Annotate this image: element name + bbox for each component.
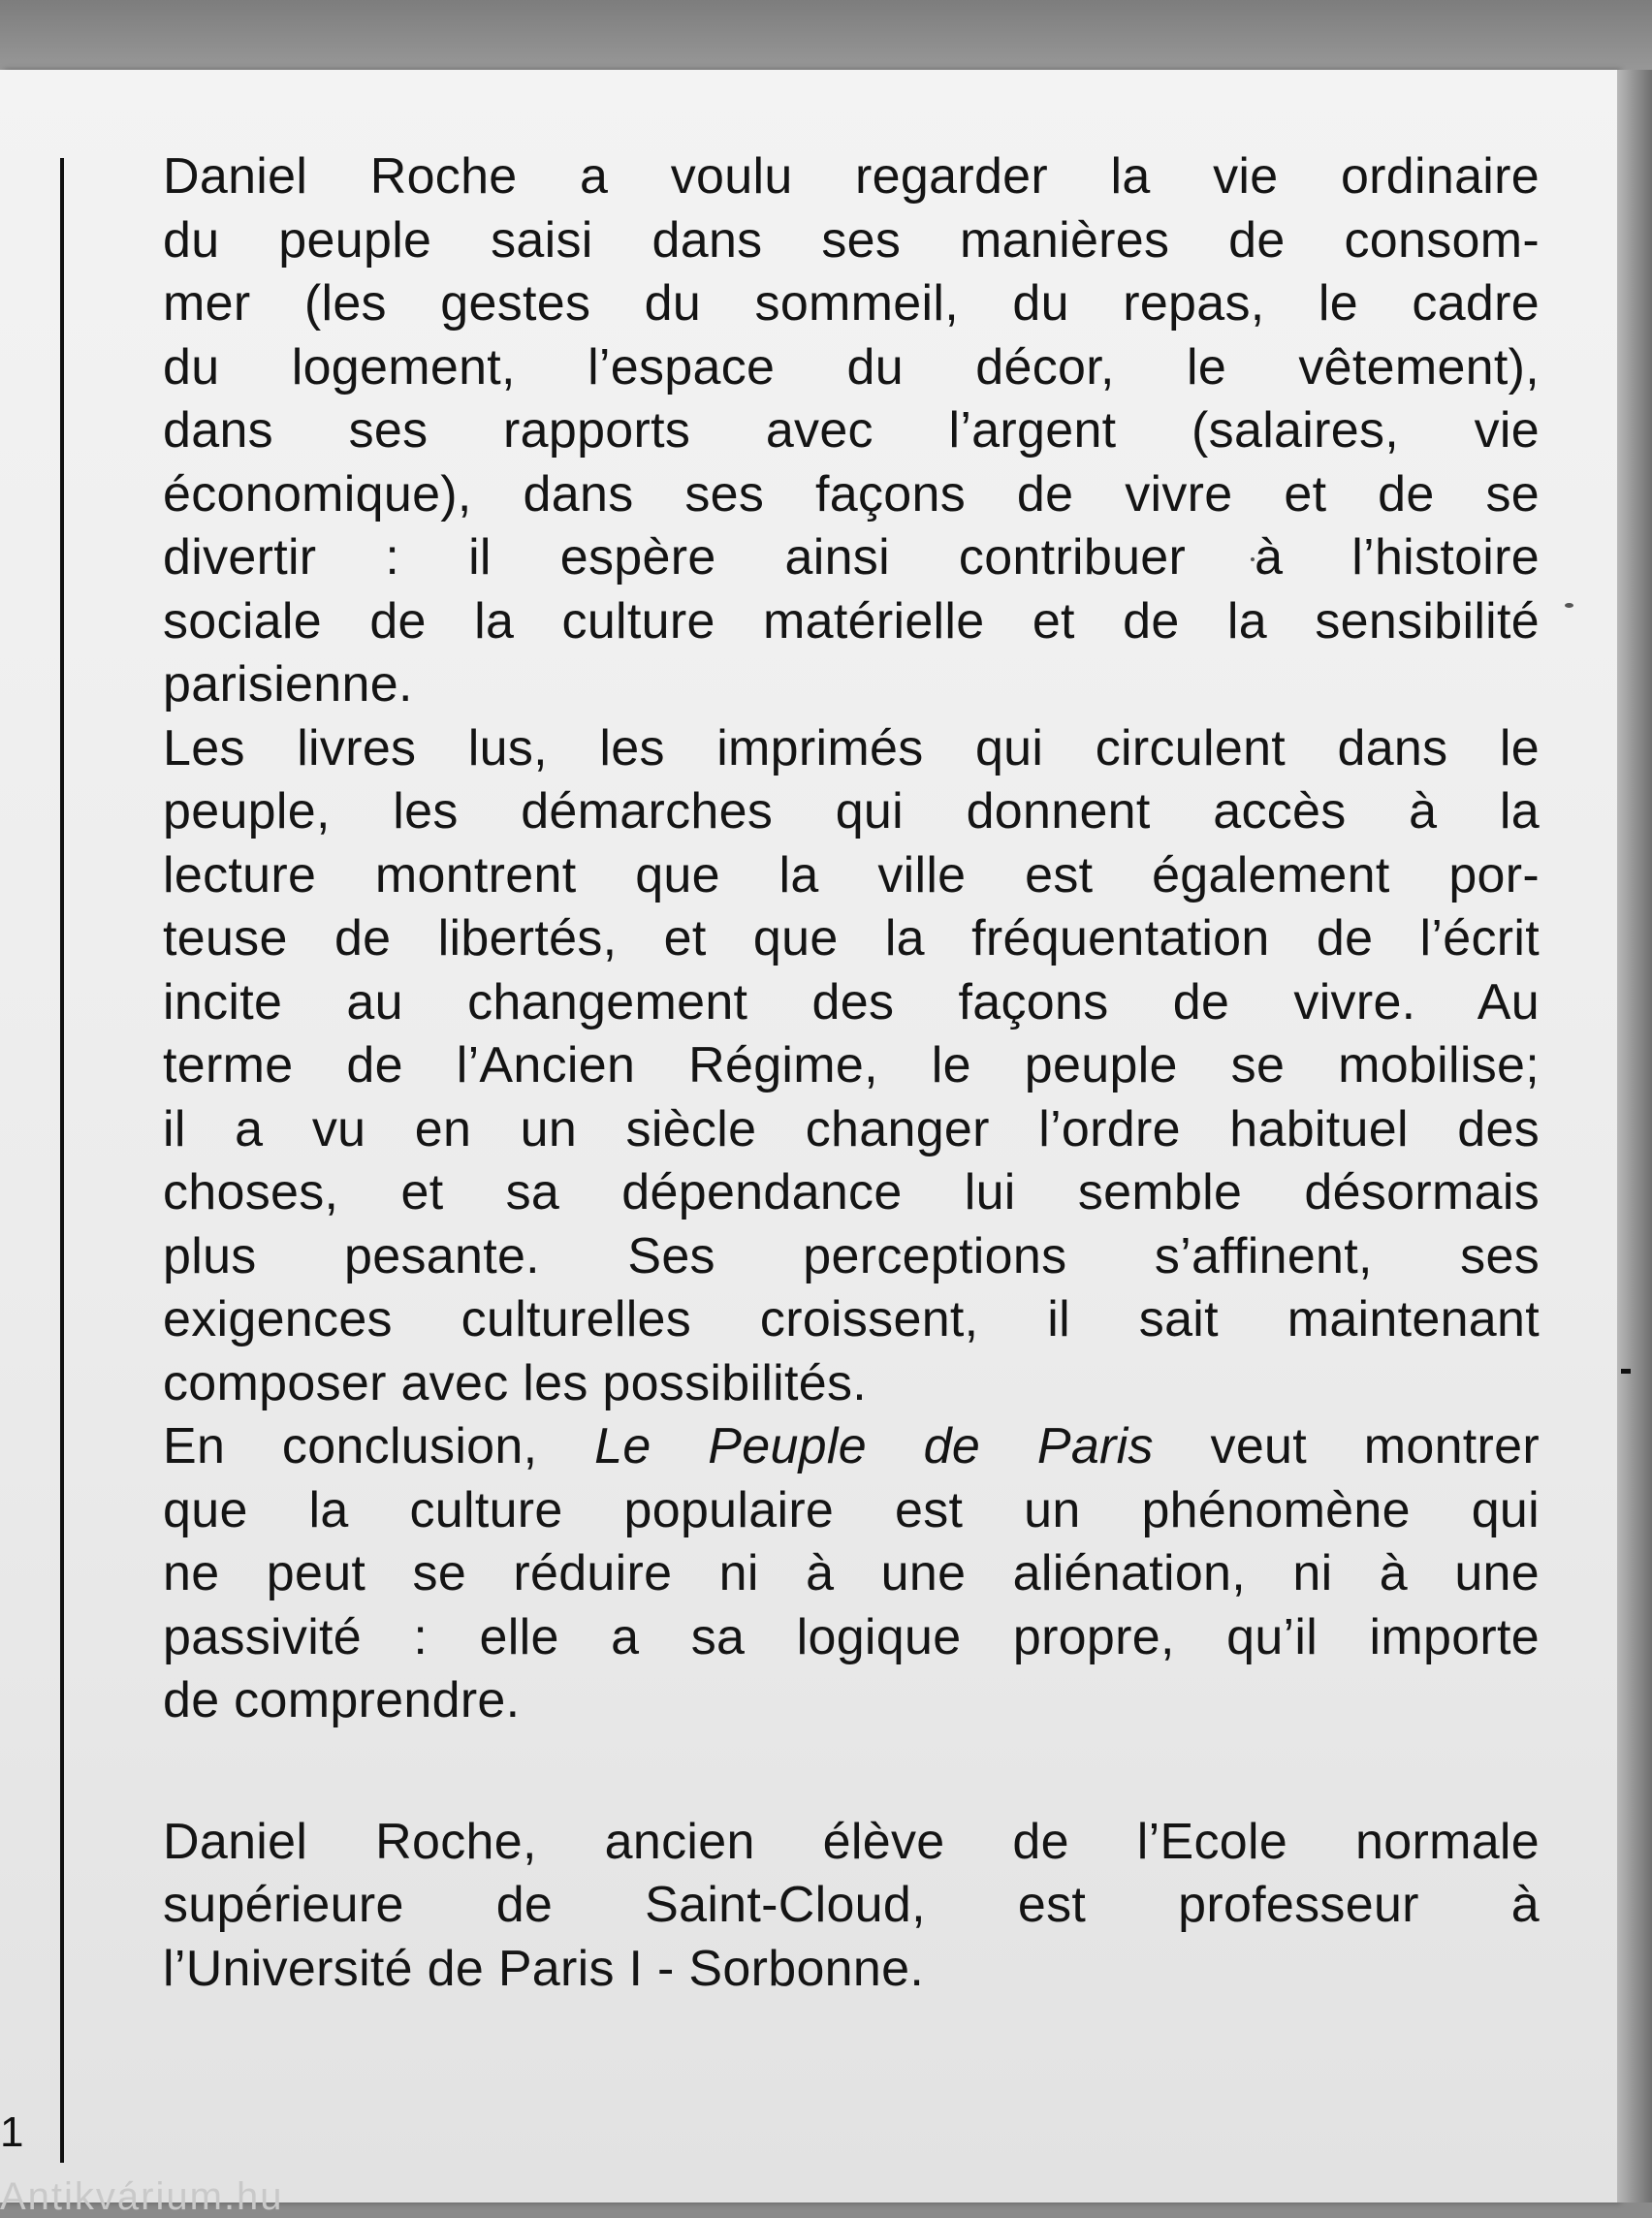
- text-line: peuple, les démarches qui donnent accès à la: [163, 783, 1540, 840]
- text-line: parisienne.: [163, 656, 413, 713]
- text-line: dans ses rapports avec l’argent (salaires, vie: [163, 402, 1540, 459]
- text-line: Daniel Roche, ancien élève de l’Ecole normale: [163, 1813, 1540, 1870]
- text-line: de comprendre.: [163, 1672, 521, 1728]
- paragraph-2: [163, 717, 1540, 1416]
- text-line: composer avec les possibilités.: [163, 1354, 868, 1411]
- page-edge-shadow: [1617, 70, 1652, 2202]
- text-fragment: En conclusion,: [163, 1418, 538, 1474]
- dust-speck: [1565, 603, 1573, 608]
- text-line: que la culture populaire est un phénomène qui: [163, 1481, 1540, 1538]
- paragraph-gap: [163, 1733, 1540, 1811]
- author-bio: [163, 1811, 1540, 2002]
- text-line: supérieure de Saint-Cloud, est professeur à: [163, 1877, 1540, 1933]
- body-text: [163, 145, 1540, 2001]
- text-line: divertir : il espère ainsi contribuer à l’histoire: [163, 529, 1540, 586]
- text-line: l’Université de Paris I - Sorbonne.: [163, 1940, 925, 1997]
- text-line: du peuple saisi dans ses manières de consom-: [163, 211, 1540, 269]
- text-line-with-title: [163, 1415, 1540, 1479]
- margin-vertical-rule: [60, 158, 64, 2163]
- text-line: choses, et sa dépendance lui semble désormais: [163, 1164, 1540, 1220]
- text-line: teuse de libertés, et que la fréquentation de l’écrit: [163, 910, 1540, 966]
- text-line: sociale de la culture matérielle et de la sensibilité: [163, 592, 1540, 650]
- page-number: 1: [0, 2108, 24, 2156]
- book-title: Le Peuple de Paris: [594, 1418, 1154, 1474]
- text-line: exigences culturelles croissent, il sait maintenant: [163, 1291, 1540, 1347]
- text-line: passivité : elle a sa logique propre, qu’il importe: [163, 1608, 1540, 1665]
- paragraph-1: [163, 145, 1540, 717]
- text-line: plus pesante. Ses perceptions s’affinent, ses: [163, 1227, 1540, 1284]
- text-line: économique), dans ses façons de vivre et de se: [163, 465, 1540, 523]
- text-line: il a vu en un siècle changer l’ordre habituel des: [163, 1100, 1540, 1157]
- text-fragment: veut montrer: [1210, 1418, 1540, 1474]
- text-line: Les livres lus, les imprimés qui circulent dans le: [163, 719, 1540, 776]
- text-line: lecture montrent que la ville est également por-: [163, 846, 1540, 903]
- text-line: ne peut se réduire ni à une aliénation, ni à une: [163, 1545, 1540, 1601]
- text-line: mer (les gestes du sommeil, du repas, le cadre: [163, 275, 1540, 332]
- text-line: terme de l’Ancien Régime, le peuple se mobilise;: [163, 1037, 1540, 1093]
- watermark-text: Antikvárium.hu: [0, 2175, 284, 2218]
- edge-tick-mark: [1621, 1369, 1631, 1374]
- background-top-strip: [0, 0, 1652, 78]
- text-line: du logement, l’espace du décor, le vêtement),: [163, 338, 1540, 396]
- paragraph-3: [163, 1415, 1540, 1733]
- text-line: Daniel Roche a voulu regarder la vie ordinaire: [163, 148, 1540, 205]
- text-line: incite au changement des façons de vivre. Au: [163, 973, 1540, 1030]
